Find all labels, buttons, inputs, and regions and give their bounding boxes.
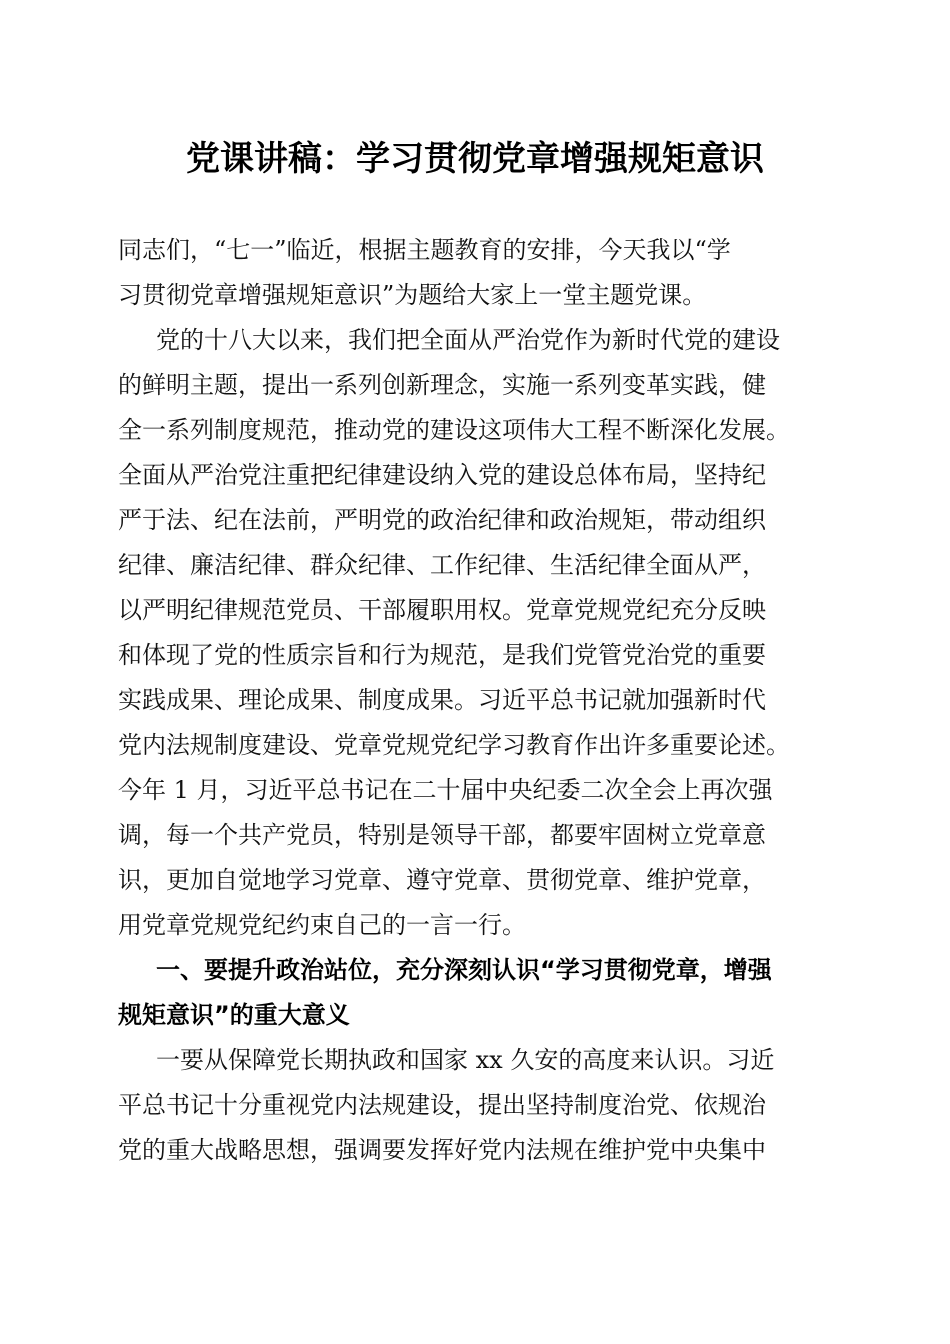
paragraph-line: 平总书记十分重视党内法规建设，提出坚持制度治党、依规治 — [118, 1091, 766, 1119]
intro-line: 同志们，“七一”临近，根据主题教育的安排，今天我以“学 — [118, 236, 731, 264]
paragraph-line: 实践成果、理论成果、制度成果。习近平总书记就加强新时代 — [118, 686, 766, 714]
document-title: 党课讲稿：学习贯彻党章增强规矩意识 — [186, 139, 764, 179]
paragraph-line: 纪律、廉洁纪律、群众纪律、工作纪律、生活纪律全面从严， — [118, 551, 766, 579]
section-heading-line: 规矩意识”的重大意义 — [118, 1001, 350, 1029]
paragraph-line: 党的重大战略思想，强调要发挥好党内法规在维护党中央集中 — [118, 1136, 766, 1164]
paragraph-line: 全面从严治党注重把纪律建设纳入党的建设总体布局，坚持纪 — [118, 461, 766, 489]
section-heading-line: 一、要提升政治站位，充分深刻认识“学习贯彻党章，增强 — [156, 956, 772, 984]
paragraph-line: 调，每一个共产党员，特别是领导干部，都要牢固树立党章意 — [118, 821, 766, 849]
paragraph-line: 以严明纪律规范党员、干部履职用权。党章党规党纪充分反映 — [118, 596, 766, 624]
paragraph-line: 党的十八大以来，我们把全面从严治党作为新时代党的建设 — [156, 326, 780, 354]
paragraph-line: 党内法规制度建设、党章党规党纪学习教育作出许多重要论述。 — [118, 731, 790, 759]
intro-line: 习贯彻党章增强规矩意识”为题给大家上一堂主题党课。 — [118, 281, 707, 309]
document-body — [118, 228, 838, 1173]
paragraph-line: 严于法、纪在法前，严明党的政治纪律和政治规矩，带动组织 — [118, 506, 766, 534]
paragraph-line: 全一系列制度规范，推动党的建设这项伟大工程不断深化发展。 — [118, 416, 790, 444]
paragraph-line: 的鲜明主题，提出一系列创新理念，实施一系列变革实践，健 — [118, 371, 766, 399]
paragraph-line: 今年 1 月，习近平总书记在二十届中央纪委二次全会上再次强 — [118, 776, 773, 804]
paragraph-line: 和体现了党的性质宗旨和行为规范，是我们党管党治党的重要 — [118, 641, 766, 669]
paragraph-line: 用党章党规党纪约束自己的一言一行。 — [118, 911, 526, 939]
paragraph-line: 识，更加自觉地学习党章、遵守党章、贯彻党章、维护党章， — [118, 866, 766, 894]
paragraph-line: 一要从保障党长期执政和国家 xx 久安的高度来认识。习近 — [156, 1046, 775, 1074]
